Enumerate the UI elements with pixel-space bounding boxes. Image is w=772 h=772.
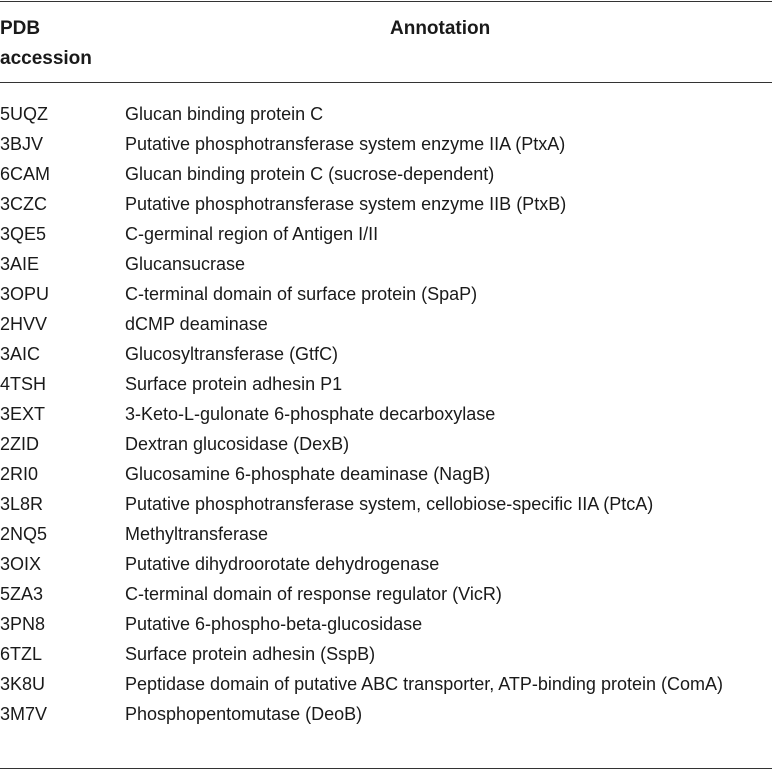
table-row	[0, 219, 772, 249]
pdb-accession-cell: 3PN8	[0, 614, 46, 634]
pdb-accession-cell: 3L8R	[0, 494, 44, 514]
annotation-cell: C-terminal domain of response regulator (VicR)	[125, 584, 502, 604]
table-top-rule	[0, 1, 772, 2]
pdb-accession-cell: 2RI0	[0, 464, 39, 484]
table-row	[0, 339, 772, 369]
annotation-cell: C-germinal region of Antigen I/II	[125, 224, 379, 244]
pdb-accession-cell: 2ZID	[0, 434, 40, 454]
table-row	[0, 189, 772, 219]
annotation-cell: Glucosamine 6-phosphate deaminase (NagB)	[125, 464, 491, 484]
annotation-cell: Methyltransferase	[125, 524, 269, 544]
table-row	[0, 459, 772, 489]
annotation-cell: C-terminal domain of surface protein (SpaP)	[125, 284, 478, 304]
annotation-cell: Surface protein adhesin P1	[125, 374, 343, 394]
pdb-accession-cell: 3AIC	[0, 344, 41, 364]
table-row	[0, 699, 772, 729]
pdb-accession-cell: 3OIX	[0, 554, 42, 574]
table-row	[0, 159, 772, 189]
pdb-accession-cell: 6TZL	[0, 644, 43, 664]
annotation-cell: Peptidase domain of putative ABC transporter, ATP-binding protein (ComA)	[125, 674, 723, 694]
annotation-cell: Putative phosphotransferase system enzyme IIA (PtxA)	[125, 134, 566, 154]
annotation-cell: Glucan binding protein C (sucrose-dependent)	[125, 164, 495, 184]
table-row	[0, 489, 772, 519]
pdb-accession-cell: 2HVV	[0, 314, 48, 334]
pdb-accession-cell: 5UQZ	[0, 104, 49, 124]
table-row	[0, 519, 772, 549]
pdb-accession-cell: 3CZC	[0, 194, 48, 214]
table-row	[0, 429, 772, 459]
pdb-accession-cell: 3EXT	[0, 404, 46, 424]
annotation-cell: Putative dihydroorotate dehydrogenase	[125, 554, 440, 574]
pdb-accession-cell: 6CAM	[0, 164, 51, 184]
table-bottom-rule	[0, 768, 772, 769]
annotation-cell: Glucan binding protein C	[125, 104, 324, 124]
annotation-cell: Phosphopentomutase (DeoB)	[125, 704, 363, 724]
header-divider-rule	[0, 82, 772, 83]
table-row	[0, 369, 772, 399]
header-pdb-accession: PDB accession	[0, 18, 92, 69]
annotation-cell: Putative phosphotransferase system enzyme IIB (PtxB)	[125, 194, 567, 214]
annotation-cell: Surface protein adhesin (SspB)	[125, 644, 376, 664]
pdb-accession-cell: 3K8U	[0, 674, 46, 694]
annotation-cell: 3-Keto-L-gulonate 6-phosphate decarboxylase	[125, 404, 496, 424]
table-row	[0, 669, 772, 699]
annotation-cell: Glucansucrase	[125, 254, 246, 274]
table-row	[0, 639, 772, 669]
table-row	[0, 99, 772, 129]
table-row	[0, 399, 772, 429]
pdb-accession-cell: 3AIE	[0, 254, 40, 274]
table-body	[0, 99, 772, 729]
table-row	[0, 309, 772, 339]
annotation-cell: Putative 6-phospho-beta-glucosidase	[125, 614, 423, 634]
header-annotation: Annotation	[390, 18, 491, 39]
table-row	[0, 609, 772, 639]
table-row	[0, 279, 772, 309]
annotation-cell: Putative phosphotransferase system, cellobiose-specific IIA (PtcA)	[125, 494, 654, 514]
pdb-accession-cell: 2NQ5	[0, 524, 48, 544]
pdb-accession-cell: 3QE5	[0, 224, 47, 244]
table-row	[0, 579, 772, 609]
pdb-accession-cell: 3OPU	[0, 284, 50, 304]
table-row	[0, 549, 772, 579]
table-row	[0, 249, 772, 279]
pdb-accession-cell: 3BJV	[0, 134, 44, 154]
pdb-accession-cell: 5ZA3	[0, 584, 44, 604]
annotation-cell: Dextran glucosidase (DexB)	[125, 434, 350, 454]
annotation-cell: dCMP deaminase	[125, 314, 268, 334]
pdb-accession-cell: 3M7V	[0, 704, 48, 724]
pdb-accession-cell: 4TSH	[0, 374, 47, 394]
table-row	[0, 129, 772, 159]
annotation-cell: Glucosyltransferase (GtfC)	[125, 344, 339, 364]
